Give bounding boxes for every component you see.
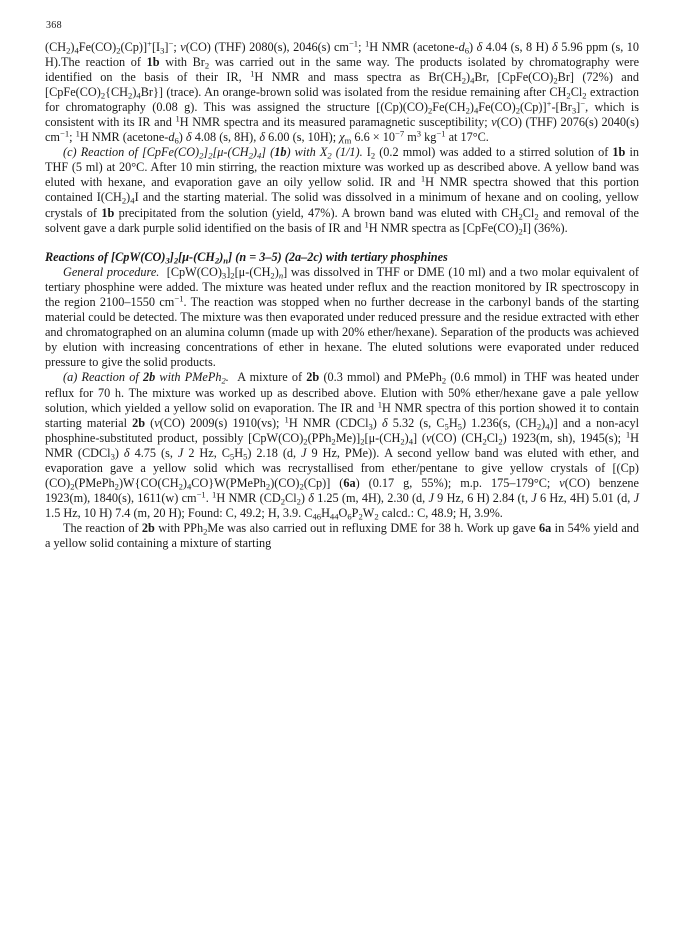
section-heading-tertiary-phosphines: Reactions of $[CpW(CO)_3]_2[\mu-(CH_2)_n] (n = 3-5)$ (2a–2c) with tertiary phosphines (45, 250, 448, 266)
page-number: 368 (46, 20, 62, 31)
paragraph-reaction-c-1b-halogen: (c) Reaction of $[CpFe(CO)_2]_2[\mu-(CH_2)_4]$ (1b) with $X_2$ (1/1). $I_2$ (0.2 mmol) was added to a stirred solution of 1b in THF (5 ml) at 20°C. After 10 min stirring, the reaction mixture was worked up as described above. A yellow band was eluted with hexane, and evaporation gave an oily yellow solid. IR and $^1$H NMR spectra showed that this portion contained $I(CH_2)_4I$ and the starting material. The solid was dissolved in a minimum of hexane and on cooling, yellow crystals of 1b precipitated from the solution (yield, 47%). A brown band was eluted with $CH_2Cl_2$ and removal of the solvent gave a dark purple solid identified on the basis of IR and $^1$H NMR spectra as $[CpFe(CO)_2I]$ (36%). (45, 145, 640, 237)
paragraph-reaction-2b-dme: The reaction of 2b with PPh$_2$Me was also carried out in refluxing DME for 38 h. Work up gave 6a in 54% yield and a yellow solid containing a mixture of starting (45, 520, 640, 550)
paragraph-general-procedure: General procedure. $[CpW(CO)_3]_2[\mu-(CH_2)_n]$ was dissolved in THF or DME (10 ml) and a two molar equivalent of tertiary phosphine were added. The mixture was heated under reflux and the reaction monitored by IR spectroscopy in the region 2100–1550 $cm^{-1}$. The reaction was stopped when no further decrease in the carbonyl bands of the starting material could be detected. The mixture was then evaporated under reduced pressure and the residue extracted with ether and chromatographed on an alumina column (made up with 20% ether/hexane). Separation of the products was achieved by elution with increasing concentrations of ether in hexane. The eluted solutions were evaporated under reduced pressure to give the solid products. (45, 265, 640, 370)
paragraph-iodine-bromine-products: $(CH_2)_4Fe(CO)_2(Cp)]^+[I_3]^-$; ν(CO) (THF) 2080(s), 2046(s) $cm^{-1}$; $^1$H NMR $(acetone-d_6)$ δ 4.04 (s, 8 H) δ 5.96 ppm (s, 10 H).The reaction of 1b with $Br_2$ was carried out in the same way. The products isolated by chromatography were identified on the basis of their IR, $^1$H NMR and mass spectra as $Br(CH_2)_4Br$, $[CpFe(CO)_2Br]$ (72%) and $[CpFe(CO)_2\{CH_2)_4Br\}$] (trace). An orange-brown solid was isolated from the residue remaining after $CH_2Cl_2$ extraction for chromatography (0.08 g). This was assigned the structure $[(Cp)(CO)_2Fe(CH_2)_4Fe(CO)_2(Cp)]^+-[Br_3]^-$, which is consistent with its IR and $^1$H NMR spectra and its measured paramagnetic susceptibility; ν(CO) (THF) 2076(s) 2040(s) $cm^{-1}$; $^1$H NMR $(acetone-d_6)$ δ 4.08 (s, 8H), δ 6.00 (s, 10H); $\chi_m$ $6.6 \times 10^{-7}$ $m^3$ $kg^{-1}$ at 17°C. (45, 38, 640, 146)
paragraph-reaction-a-2b-pmeph2: (a) Reaction of 2b with PMePh$_2$. A mixture of 2b (0.3 mmol) and PMePh$_2$ (0.6 mmol) in THF was heated under reflux for 70 h. The mixture was worked up as described above. Elution with 50% ether/hexane gave a pale yellow solution, which yielded a yellow solid on evaporation. The IR and $^1$H NMR spectra of this portion showed it to contain starting material 2b (ν(CO) 2009(s) 1910(vs); $^1$H NMR (CDCl$_3$) δ 5.32 (s, $C_5H_5$) 1.236(s, $(CH_2)_4$)] and a non-acyl phosphine-substituted product, possibly $[CpW(CO)_2(PPh_2Me)]_2[\mu-(CH_2)_4]$ (ν(CO) $(CH_2Cl_2)$ 1923(m, sh), 1945(s); $^1$H NMR (CDCl$_3$) δ 4.75 (s, J 2 Hz, $C_5H_5$) 2.18 (d, J 9 Hz, PMe)). A second yellow band was eluted with ether, and evaporation gave a yellow solid which was recrystallised from ether/pentane to give yellow crystals of $[(Cp)(CO)_2(PMePh_2)W\{CO(CH_2)_4CO\}W(PMePh_2)(CO)_2(Cp)]$ (6a) (0.17 g, 55%); m.p. 175–179°C; ν(CO) benzene 1923(m), 1840(s), 1611(w) $cm^{-1}$. $^1$H NMR $(CD_2Cl_2)$ δ 1.25 (m, 4H), 2.30 (d, J 9 Hz, 6 H) 2.84 (t, J 6 Hz, 4H) 5.01 (d, J 1.5 Hz, 10 H) 7.4 (m, 20 H); Found: C, 49.2; H, 3.9. $C_{46}H_{44}O_6P_2W_2$ calcd.: C, 48.9; H, 3.9%. (45, 370, 639, 522)
body-text (45, 40, 639, 551)
